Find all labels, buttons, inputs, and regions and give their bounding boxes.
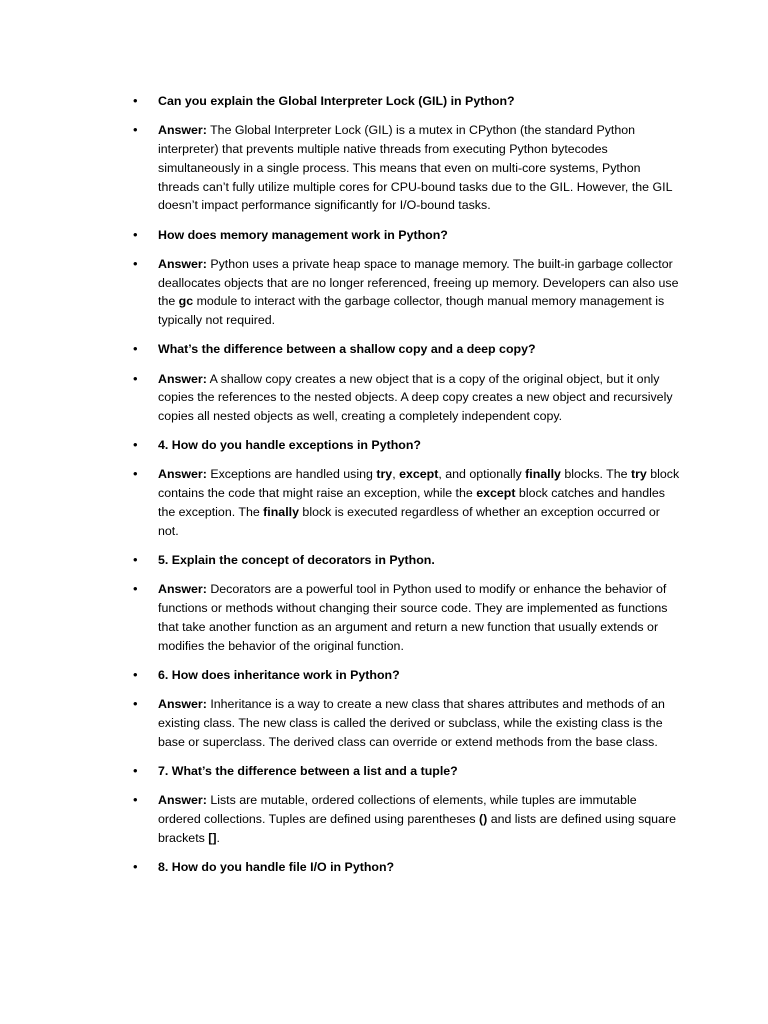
inline-code-keyword: try [630,467,647,482]
question-item [133,436,681,455]
question-text: 8. How do you handle file I/O in Python? [158,859,395,874]
answer-text: , [392,467,400,482]
answer-label: Answer: [158,697,207,712]
question-text: What’s the difference between a shallow copy and a deep copy? [158,342,536,357]
answer-text: block contains the code that might raise an exception, while the [158,467,680,501]
bullet-icon: • [133,93,138,108]
question-text: 6. How does inheritance work in Python? [158,667,400,682]
answer-text: and lists are defined using square brackets [158,811,676,845]
question-item [133,858,681,877]
question-text: 5. Explain the concept of decorators in Python. [158,553,435,568]
answer-item [133,580,681,655]
answer-text: Python uses a private heap space to manage memory. The built-in garbage collector deallocates objects that are no longer referenced, freeing up memory. Developers can also use the [158,256,679,309]
answer-text: , and optionally [438,467,526,482]
inline-code-keyword: finally [263,505,299,520]
answer-label: Answer: [158,371,207,386]
question-text: 7. What’s the difference between a list and a tuple? [158,763,458,778]
question-item [133,551,681,570]
bullet-icon: • [133,666,138,682]
answer-item [133,695,681,751]
question-item [133,666,681,685]
answer-label: Answer: [158,582,207,597]
bullet-icon: • [133,255,138,271]
inline-code-keyword: except [399,467,439,482]
answer-text: Exceptions are handled using [206,467,377,482]
answer-item [133,791,681,847]
question-item [133,226,681,245]
bullet-icon: • [133,696,138,712]
bullet-icon: • [133,370,138,386]
qa-bullet-list [133,92,681,887]
answer-item [133,465,681,540]
answer-item [133,370,681,426]
answer-label: Answer: [158,792,207,807]
bullet-icon: • [133,122,138,138]
bullet-icon: • [133,437,138,453]
answer-text: Lists are mutable, ordered collections of elements, while tuples are immutable ordered collections. Tuples are defined using parentheses [158,792,637,826]
bullet-icon: • [133,226,138,242]
inline-code-keyword: try [376,467,393,482]
question-item [133,340,681,359]
answer-label: Answer: [158,467,207,482]
bullet-icon: • [133,552,138,568]
answer-text: The Global Interpreter Lock (GIL) is a mutex in CPython (the standard Python interpreter) that prevents multiple native threads from executing Python bytecodes simultaneously in a single process. This means that even on multi-core systems, Python threads can’t fully utilize multiple cores for CPU-bound tasks due to the GIL. However, the GIL doesn’t impact performance significantly for I/O-bound tasks. [158,123,672,213]
inline-code-keyword: gc [178,294,194,309]
answer-text: . [216,830,220,845]
answer-item [133,255,681,330]
bullet-icon: • [133,341,138,357]
bullet-icon: • [133,791,138,807]
answer-text: module to interact with the garbage collector, though manual memory management is typically not required. [158,294,665,328]
answer-label: Answer: [158,123,207,138]
question-text: How does memory management work in Python? [158,227,448,242]
inline-code-keyword: [] [208,830,217,845]
question-item [133,762,681,781]
answer-text: Decorators are a powerful tool in Python used to modify or enhance the behavior of functions or methods without changing their source code. They are implemented as functions that take another function as an argument and return a new function that usually extends or modifies the behavior of the original function. [158,582,668,653]
bullet-icon: • [133,762,138,778]
bullet-icon: • [133,581,138,597]
inline-code-keyword: () [478,811,488,826]
question-text: Can you explain the Global Interpreter Lock (GIL) in Python? [158,94,515,108]
answer-text: A shallow copy creates a new object that is a copy of the original object, but it only copies the references to the nested objects. A deep copy creates a new object and recursively copies all nested objects as well, creating a completely independent copy. [158,371,673,424]
bullet-icon: • [133,466,138,482]
answer-text: blocks. The [560,467,631,482]
answer-label: Answer: [158,256,207,271]
answer-text: block catches and handles the exception. The [158,486,665,520]
inline-code-keyword: finally [525,467,561,482]
question-text: 4. How do you handle exceptions in Python? [158,438,421,453]
answer-item [133,121,681,215]
answer-text: block is executed regardless of whether an exception occurred or not. [158,505,660,538]
question-item [133,92,681,111]
bullet-icon: • [133,858,138,874]
inline-code-keyword: except [476,486,516,501]
answer-text: Inheritance is a way to create a new class that shares attributes and methods of an existing class. The new class is called the derived or subclass, while the existing class is the base or superclass. The derived class can override or extend methods from the base class. [158,697,665,749]
